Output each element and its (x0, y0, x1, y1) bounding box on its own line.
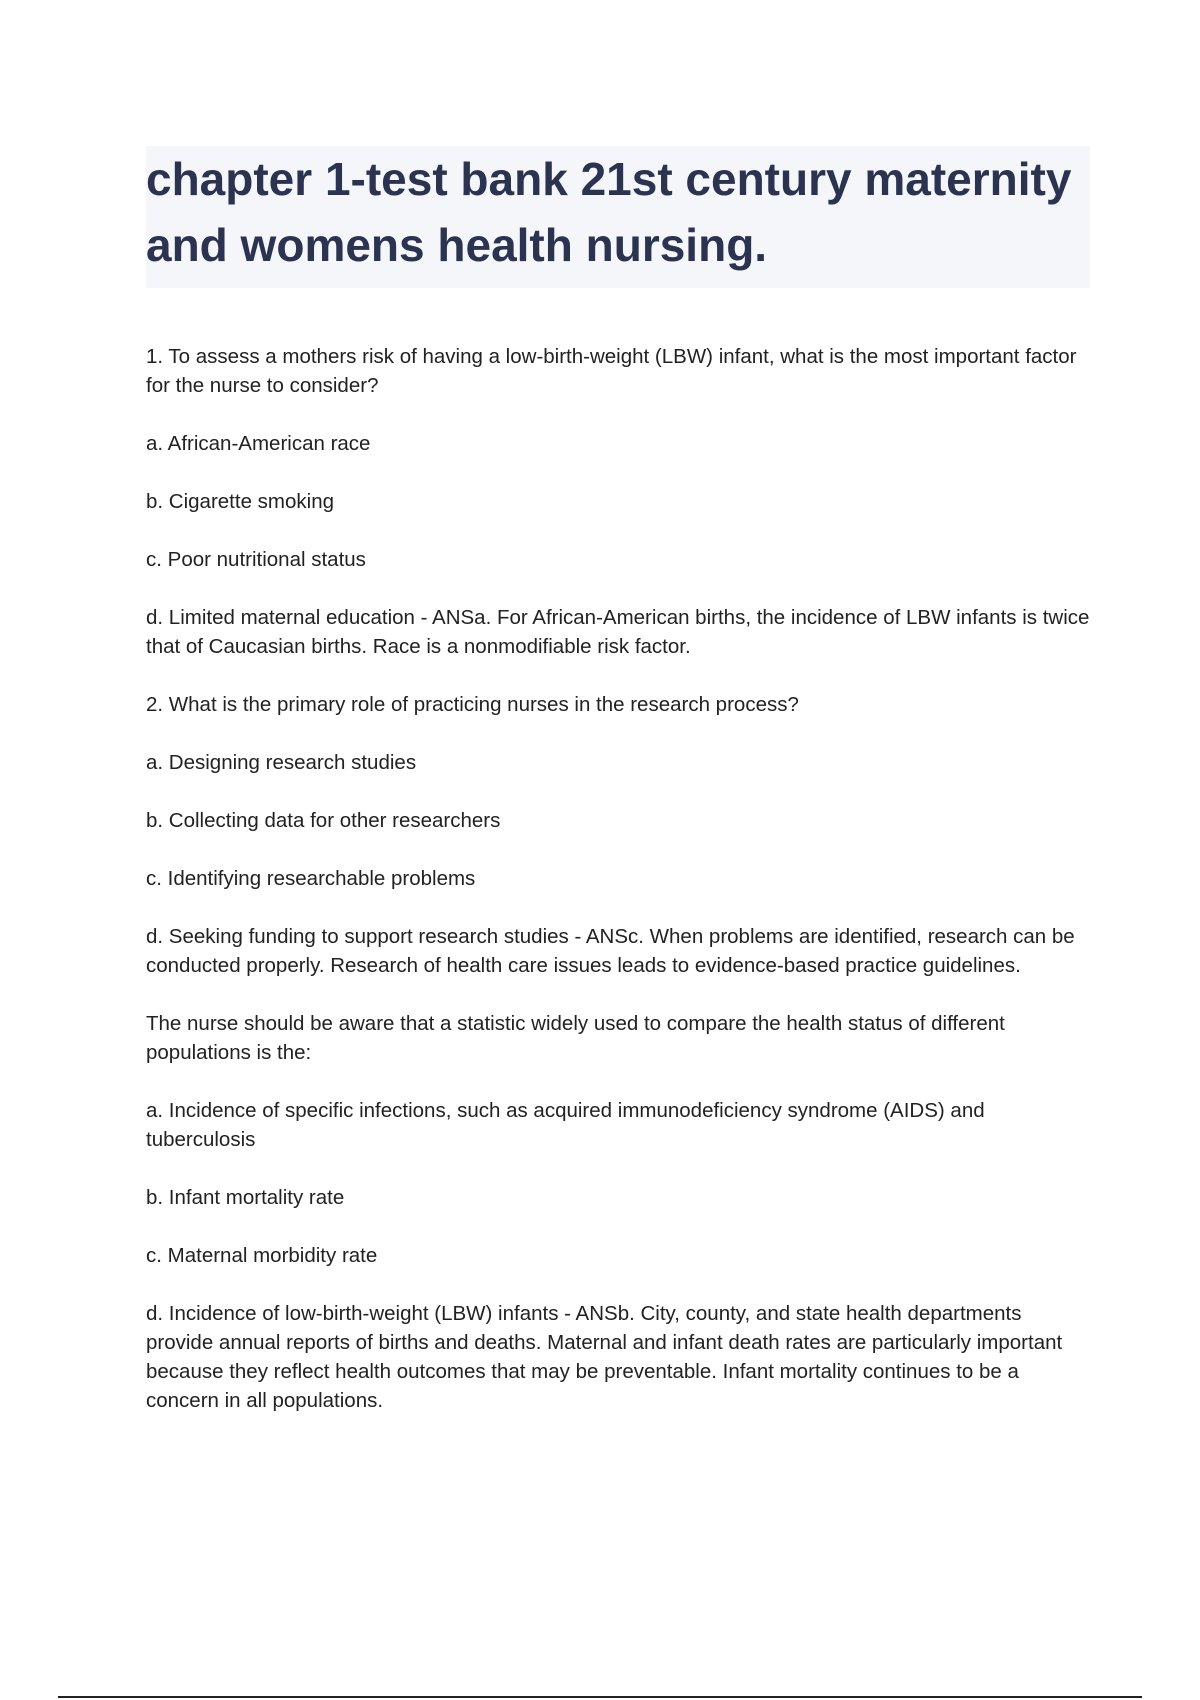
question-1-stem: 1. To assess a mothers risk of having a low-birth-weight (LBW) infant, what is the most important factor for the nurse to consider? (146, 345, 1077, 397)
question-2-option-c: c. Identifying researchable problems (146, 867, 476, 890)
document-content (146, 342, 1090, 1415)
question-2-option-d-answer: d. Seeking funding to support research studies - ANSc. When problems are identified, research can be conducted properly. Research of health care issues leads to evidence-based practice guidelines. (146, 925, 1075, 977)
question-1-option-a: a. African-American race (146, 432, 371, 455)
question-3-option-c: c. Maternal morbidity rate (146, 1244, 378, 1267)
question-2-option-a: a. Designing research studies (146, 751, 417, 774)
question-1-option-c: c. Poor nutritional status (146, 548, 366, 571)
question-3-option-a: a. Incidence of specific infections, such as acquired immunodeficiency syndrome (AIDS) and tuberculosis (146, 1099, 985, 1151)
question-3-stem: The nurse should be aware that a statistic widely used to compare the health status of different populations is the: (146, 1012, 1005, 1064)
question-3-option-b: b. Infant mortality rate (146, 1186, 345, 1209)
question-3-option-d-answer: d. Incidence of low-birth-weight (LBW) infants - ANSb. City, county, and state health departments provide annual reports of births and deaths. Maternal and infant death rates are particularly important because they reflect health outcomes that may be preventable. Infant mortality continues to be a concern in all populations. (146, 1302, 1063, 1412)
question-1-option-b: b. Cigarette smoking (146, 490, 335, 513)
question-1-option-d-answer: d. Limited maternal education - ANSa. For African-American births, the incidence of LBW infants is twice that of Caucasian births. Race is a nonmodifiable risk factor. (146, 606, 1090, 658)
question-2-option-b: b. Collecting data for other researchers (146, 809, 501, 832)
page-footer-rule (58, 1696, 1142, 1698)
page-title: chapter 1-test bank 21st century maternity and womens health nursing. (146, 153, 1072, 271)
document-page (146, 146, 1090, 1444)
question-2-stem: 2. What is the primary role of practicing nurses in the research process? (146, 693, 799, 716)
title-block (146, 146, 1090, 288)
